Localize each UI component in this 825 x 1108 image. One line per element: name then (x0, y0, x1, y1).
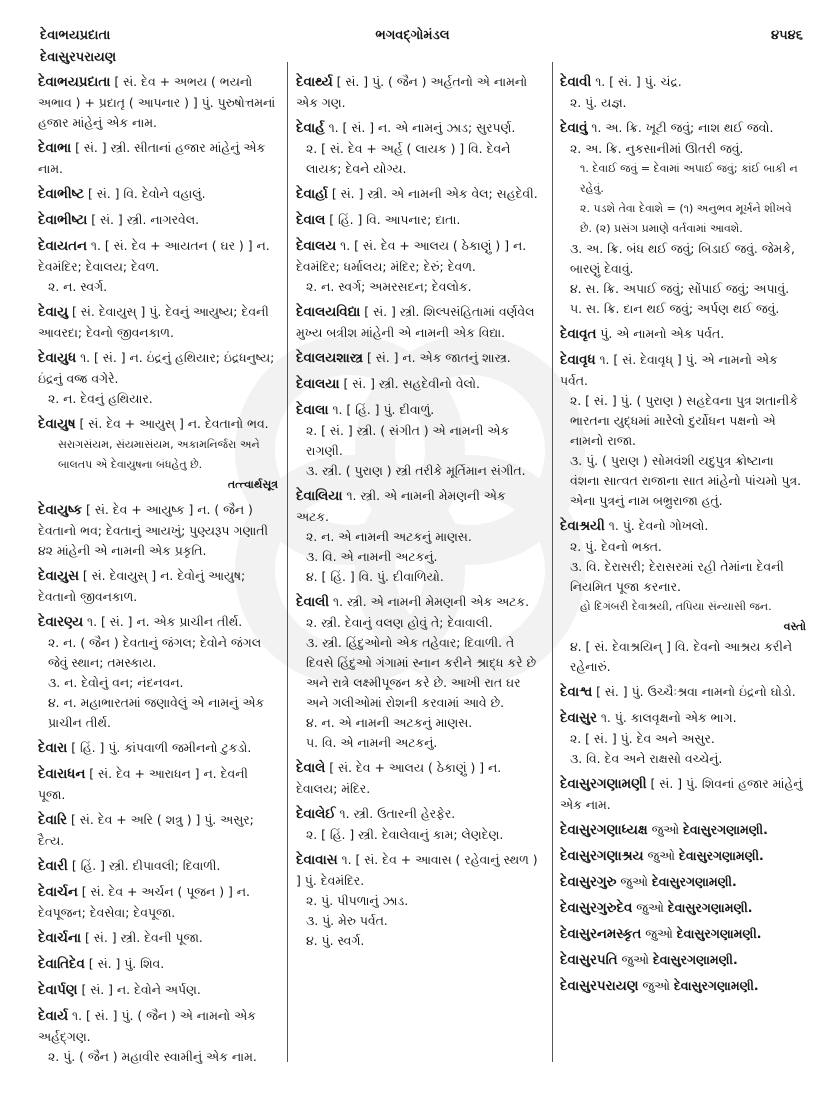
dictionary-entry (38, 764, 278, 805)
sense: ૪. ન. મહાભારતમાં જણાવેલું એ નામનું એક પ્રાચીન તીર્થ. (48, 695, 265, 730)
column-divider (287, 62, 288, 1062)
dictionary-entry (296, 850, 540, 951)
sense: ૨. [ સં. ] સ્ત્રી. ( સંગીત ) એ નામની એક રાગણી. (306, 423, 510, 458)
entry-line (560, 924, 806, 945)
entry-line (38, 236, 278, 277)
headword: દેવારા (38, 741, 68, 756)
entry-line (560, 976, 806, 997)
headword: દેવાસુરનમસ્કૃત (560, 927, 642, 942)
entry-line (560, 820, 806, 841)
sense: ૫. વિ. એ નામની અટકનું. (306, 735, 438, 750)
sense: ૪. [ સં. દેવાશ્રયિન્ ] વિ. દેવનો આશ્રય કરીને રહેનારું. (570, 639, 793, 674)
entry-line (560, 898, 806, 919)
dictionary-entry (38, 738, 278, 759)
dictionary-entry (38, 810, 278, 851)
sense: ૨. [ સં. ] પું. દેવ અને અસુર. (570, 731, 715, 746)
sense: ૪. પું. સ્વર્ગ. (306, 933, 365, 948)
headword: દેવાર્થ્ય (296, 75, 333, 90)
headword: દેવાયુષ્ક (38, 503, 83, 518)
entry-line (560, 118, 806, 139)
entry-line (38, 882, 278, 923)
definition: [ સં. દેવાયુસ્ ] પું. દેવનું આયુષ્ય; દેવની આવરદા; દેવનો જીવનકાળ. (38, 304, 269, 340)
headword: દેવાલયવિદ્યા (296, 305, 361, 320)
headword: દેવાભયપ્રદાતા (38, 75, 111, 90)
citation-source: તત્ત્વાર્થસૂત્ર (227, 478, 278, 491)
column-left (38, 72, 278, 1072)
entry-line (38, 980, 278, 1001)
dictionary-entry (38, 184, 278, 205)
sense: ૨. ન. ( જૈન ) દેવતાનું જંગલ; દેવોને જંગલ જેવું સ્થાન; તમસ્કાય. (48, 635, 262, 670)
citation-quote: હો દિગંબરી દેવાશ્રયી, તપિયા સંન્યાસી જન. (580, 600, 772, 613)
headword: દેવાશ્રયી (560, 519, 605, 534)
cross-reference: દેવાસુરગણામણી. (678, 848, 764, 863)
dictionary-entry (38, 302, 278, 343)
headword: દેવાલા (296, 403, 329, 418)
definition: ૧. [ સં. ] પું. ( જૈન ) એ નામનો એક અર્હદ્ગણ. (38, 1008, 256, 1044)
sense: ૨. ન. એ નામની અટકનું માણસ. (306, 529, 472, 544)
definition: [ સં. દેવ + આલય ( ઠેકાણું ) ] ન. દેવાલય; મંદિર. (296, 760, 502, 796)
definition: ૧. [ સં. ] ન. ઇંદ્રનું હથિયાર; ઇંદ્રધનુષ્ય; ઇંદ્રનું વજ્ર વગેરે. (38, 350, 275, 386)
dictionary-entry (38, 348, 278, 409)
dictionary-entry (296, 302, 540, 343)
definition: જુઓ (647, 848, 675, 863)
definition: [ સં. ] પું. શિવ. (88, 956, 165, 971)
entry-line (560, 324, 806, 345)
headword: દેવાભીષ્ટા (38, 213, 88, 228)
definition: [ હિં. ] પું. કાંપવાળી જમીનનો ટુકડો. (71, 740, 252, 755)
headword: દેવાભા (38, 141, 72, 156)
definition: [ હિં. ] સ્ત્રી. દીપાવલી; દિવાળી. (71, 858, 221, 873)
entry-line (296, 374, 540, 395)
headword: દેવાસુરગણાશ્રય (560, 849, 644, 864)
dictionary-entry (296, 486, 540, 587)
headword: દેવાયતન (38, 239, 87, 254)
sense: ૪. [ હિં. ] વિ. પું. દીવાળિયો. (306, 569, 444, 584)
sense: ૨. [ સં. ] પું. ( પુરાણ ) સહદેવના પુત્ર શતાનીકે ભારતના યુદ્ધમાં મારેલો દુર્યોધન પક્ષનો એ નામનો રાજા. (570, 393, 798, 448)
definition: ૧. [ સં. ] ન. એક પ્રાચીન તીર્થ. (87, 614, 243, 629)
definition: [ સં. દેવ + અભય ( ભયનો અભાવ ) + પ્રદાતૃ ( આપનાર ) ] પું. પુરુષોત્તમનાં હજાર માંહેનું એક નામ. (38, 74, 276, 130)
entry-line (560, 708, 806, 729)
cross-reference: દેવાસુરગણામણી. (651, 874, 737, 889)
dictionary-entry (38, 236, 278, 297)
headword: દેવાસુર (560, 711, 597, 726)
definition: જુઓ (620, 874, 648, 889)
entry-line (296, 348, 540, 369)
definition: [ સં. ] પું. ઉચ્ચૈઃશ્રવા નામનો ઇંદ્રનો ઘોડો. (596, 684, 796, 699)
sense: ૨. ન. દેવનું હથિયાર. (48, 391, 153, 406)
definition: [ હિં. ] વિ. આપનાર; દાતા. (329, 212, 461, 227)
dictionary-entry (38, 882, 278, 923)
column-middle (296, 72, 540, 956)
sense: ૨. પું. પીપળાનું ઝાડ. (306, 893, 409, 908)
headword: દેવાસુરપરાયણ (560, 979, 639, 994)
entry-line (560, 72, 806, 93)
dictionary-entry (560, 898, 806, 919)
dictionary-entry (560, 72, 806, 113)
dictionary-entry (296, 348, 540, 369)
definition: [ સં. ] ન. એક જાતનું શાસ્ત્ર. (366, 350, 511, 365)
dictionary-entry (296, 400, 540, 481)
definition: [ સં. દેવ + આરાધન ] ન. દેવની પૂજા. (38, 766, 248, 802)
definition: [ સં. ] સ્ત્રી. સહદેવીનો વેલો. (343, 376, 480, 391)
headword: દેવાલિયા (296, 489, 343, 504)
definition: [ સં. દેવ + અરિ ( શત્રુ ) ] પું. અસુર; દૈત્ય. (38, 812, 254, 848)
dictionary-entry (296, 184, 540, 205)
citation-quote: સરાગસંયમ, સંયમાસંયમ, અકામનિર્જરા અને બાલતપ એ દેવાયુષના બંધહેતુ છે. (58, 438, 260, 471)
sense: ૨. પું. યજ્ઞ. (570, 95, 627, 110)
dictionary-entry (560, 872, 806, 893)
dictionary-entry (560, 118, 806, 319)
headword: દેવારણ્ય (38, 615, 84, 630)
headword: દેવાલી (296, 595, 330, 610)
definition: જુઓ (636, 900, 664, 915)
dictionary-entry (560, 950, 806, 971)
headword: દેવાવાસ (296, 853, 338, 868)
dictionary-entry (38, 500, 278, 561)
headword: દેવાલેઈ (296, 807, 336, 822)
citation-source: વસ્તો (783, 620, 806, 633)
dictionary-entry (296, 758, 540, 799)
cross-reference: દેવાસુરગણામણી. (676, 926, 762, 941)
dictionary-entry (560, 516, 806, 677)
headword: દેવારિ (38, 813, 68, 828)
entry-line (38, 954, 278, 975)
dictionary-entry (296, 118, 540, 179)
dictionary-entry (296, 592, 540, 753)
sense: ૩. વિ. દેવ અને રાક્ષસો વચ્ચેનું. (570, 751, 723, 766)
sense: ૩. ન. દેવોનું વન; નંદનવન. (48, 675, 184, 690)
definition: [ સં. ] વિ. દેવોને વહાલું. (87, 186, 206, 201)
headword: દેવાસુરપતિ (560, 953, 618, 968)
dictionary-entry (38, 612, 278, 733)
entry-line (38, 738, 278, 759)
headword: દેવારી (38, 859, 68, 874)
entry-line (296, 486, 540, 527)
definition: [ સં. ] સ્ત્રી. શિલ્પસંહિતામાં વર્ણવેલ મુખ્ય બત્રીશ માંહેની એ નામની એક વિદ્યા. (296, 304, 535, 340)
headword: દેવાયુ (38, 305, 69, 320)
entry-line (560, 516, 806, 537)
entry-line (296, 804, 540, 825)
headword: દેવાભીષ્ટ (38, 187, 84, 202)
headword: દેવાર્પણ (38, 983, 78, 998)
definition: [ સં. દેવ + આયુસ્ ] ન. દેવતાનો ભવ. (79, 416, 269, 431)
entry-line (38, 72, 278, 133)
definition: [ સં. ] સ્ત્રી. દેવની પૂજા. (85, 930, 203, 945)
headword: દેવાશ્વ (560, 685, 593, 700)
sense: ૩. વિ. એ નામની અટકનું. (306, 549, 438, 564)
dictionary-title: ભગવદ્ગોમંડલ (375, 28, 450, 43)
headword: દેવાવું (560, 121, 588, 136)
entry-line (38, 810, 278, 851)
sense: ૪. ન. એ નામની અટકનું માણસ. (306, 715, 473, 730)
page-number: ૪૫૪૬ (771, 28, 803, 43)
definition: ૧. [ સં. ] ન. એ નામનું ઝાડ; સુરપર્ણ. (328, 120, 516, 135)
definition: [ સં. ] સ્ત્રી. સીતાનાં હજાર માંહેનું એક નામ. (38, 140, 266, 176)
entry-line (296, 850, 540, 891)
definition: ૧. [ સં. દેવ + આયતન ( ઘર ) ] ન. દેવમંદિર; દેવાલય; દેવળ. (38, 238, 270, 274)
definition: [ સં. ] સ્ત્રી. નાગરવેલ. (91, 212, 200, 227)
dictionary-entry (38, 414, 278, 495)
definition: ૧. પું. કાલવૃક્ષનો એક ભાગ. (600, 710, 737, 725)
entry-line (560, 682, 806, 703)
definition: ૧. સ્ત્રી. એ નામની મેમણની એક અટક. (333, 594, 530, 609)
sense: ૨. ન. સ્વર્ગ; અમરસદન; દેવલોક. (306, 279, 472, 294)
sense: ૨. ન. સ્વર્ગ. (48, 279, 108, 294)
headword: દેવાર્ચન (38, 885, 78, 900)
column-divider (552, 62, 553, 1062)
entry-line (38, 856, 278, 877)
headword: દેવાવી (560, 75, 592, 90)
definition: [ સં. ] ન. દેવોને અર્પણ. (81, 982, 201, 997)
sense: ૨. [ સં. દેવ + અર્હ ( લાયક ) ] વિ. દેવને લાયક; દેવને યોગ્ય. (306, 141, 511, 176)
dictionary-entry (296, 210, 540, 231)
sense: ૩. પું. ( પુરાણ ) સોમવંશી યદુપુત્ર ક્રોષ્ટાના વંશના સાત્વત રાજાના સાત માંહેનો પાંચમો પુત્ર. એના પુત્રનું નામ બભ્રુરાજા હતું. (570, 453, 802, 508)
entry-line (38, 348, 278, 389)
headword: દેવાવૃત (560, 327, 597, 342)
dictionary-entry (560, 820, 806, 841)
sense: ૨. પું. ( જૈન ) મહાવીર સ્વામીનું એક નામ. (48, 1049, 257, 1064)
dictionary-entry (560, 350, 806, 511)
definition: ૧. [ સં. ] પું. ચંદ્ર. (595, 74, 682, 89)
definition: જુઓ (645, 926, 673, 941)
entry-line (296, 758, 540, 799)
page-header (0, 28, 825, 52)
headword: દેવાલયા (296, 377, 340, 392)
dictionary-entry (296, 72, 540, 113)
sense: ૫. સ. ક્રિ. દાન થઈ જવું; અર્પણ થઈ જવું. (570, 301, 780, 316)
entry-line (38, 764, 278, 805)
sense: ૩. પું. મેરુ પર્વત. (306, 913, 388, 928)
definition: [ સં. દેવ + અર્ચન ( પૂજન ) ] ન. દેવપૂજન; દેવસેવા; દેવપૂજા. (38, 884, 250, 920)
entry-line (38, 566, 278, 607)
sense: ૩. સ્ત્રી. હિંદુઓનો એક તહેવાર; દિવાળી. તે દિવસે હિંદુઓ ગંગામાં સ્નાન કરીને શ્રાદ્ધ કરે છે અને રાત્રે લક્ષ્મીપૂજન કરે છે. આખી રાત ઘર અને ગલીઓમાં રોશની કરવામાં આવે છે. (306, 635, 537, 710)
entry-line (296, 184, 540, 205)
entry-line (296, 592, 540, 613)
definition: [ સં. દેવાયુસ્ ] ન. દેવોનું આયુષ; દેવતાનો જીવનકાળ. (38, 568, 246, 604)
headword: દેવાવૃધ (560, 353, 596, 368)
headword: દેવાસુરગુરુદેવ (560, 901, 633, 916)
entry-line (560, 950, 806, 971)
definition: ૧. [ સં. દેવાવૃધ્ ] પું. એ નામનો એક પર્વત. (560, 352, 778, 388)
sense: ૨. અ. ક્રિ. નુકસાનીમાં ઊતરી જવું. (570, 141, 744, 156)
headword: દેવાયુસ (38, 569, 79, 584)
dictionary-entry (38, 138, 278, 179)
definition: જુઓ (651, 822, 680, 837)
dictionary-entry (560, 324, 806, 345)
definition: [ સં. ] પું. ( જૈન ) અર્હતનો એ નામનો એક ગણ. (296, 74, 528, 110)
entry-line (296, 72, 540, 113)
entry-line (38, 138, 278, 179)
sense: ૩. સ્ત્રી. ( પુરાણ ) સ્ત્રી તરીકે મૂર્તિમાન સંગીત. (306, 463, 526, 478)
sense: ૨. [ હિં. ] સ્ત્રી. દેવાલેવાનું કામ; લેણદેણ. (306, 827, 504, 842)
phrase: ૧. દેવાઈ જવું = દેવામાં અપાઈ જવું; કાંઈ બાકી ન રહેવું. (580, 162, 798, 195)
headword: દેવાતિદેવ (38, 957, 85, 972)
sense: ૩. અ. ક્રિ. બંધ થઈ જવું; બિડાઈ જવું. જેમકે, બારણું દેવાવું. (570, 241, 795, 276)
entry-line (296, 210, 540, 231)
dictionary-entry (38, 72, 278, 133)
definition: ૧. [ સં. દેવ + આલય ( ઠેકાણું ) ] ન. દેવમંદિર; ધર્માલય; મંદિર; દેરું; દેવળ. (296, 238, 527, 274)
headword: દેવાલય (296, 239, 337, 254)
dictionary-entry (38, 566, 278, 607)
entry-line (38, 928, 278, 949)
phrase: ૨. પડશે તેવા દેવાશે = (૧) અનુભવ મૂર્ખને શીખવે છે. (૨) પ્રસંગ પ્રમાણે વર્તવામાં આવશે. (580, 202, 792, 235)
dictionary-entry (38, 928, 278, 949)
headword: દેવાર્ય (38, 1009, 69, 1024)
cross-reference: દેવાસુરગણામણી. (652, 952, 738, 967)
dictionary-entry (38, 980, 278, 1001)
headword: દેવાર્ચના (38, 931, 82, 946)
dictionary-entry (560, 976, 806, 997)
definition: ૧. પું. દેવનો ગોખલો. (608, 518, 709, 533)
definition: ૧. [ સં. દેવ + આવાસ ( રહેવાનું સ્થળ ) ] પું. દેવમંદિર. (296, 852, 538, 888)
sense: ૨. સ્ત્રી. દેવાનું વલણ હોવું તે; દેવાવાલી. (306, 615, 493, 630)
dictionary-entry (296, 374, 540, 395)
entry-line (296, 118, 540, 139)
dictionary-entry (296, 236, 540, 297)
headword: દેવાસુરગુરુ (560, 875, 617, 890)
entry-line (296, 400, 540, 421)
dictionary-entry (560, 846, 806, 867)
dictionary-entry (560, 924, 806, 945)
entry-line (560, 846, 806, 867)
entry-line (38, 302, 278, 343)
dictionary-entry (296, 804, 540, 845)
entry-line (38, 210, 278, 231)
entry-line (38, 612, 278, 633)
headword: દેવાસુરગણામણી (560, 777, 647, 792)
entry-line (38, 184, 278, 205)
headword: દેવાલ (296, 213, 326, 228)
definition: જુઓ (642, 978, 670, 993)
headword: દેવાયુધ (38, 351, 77, 366)
headword: દેવાસુરગણાધ્યક્ષ (560, 823, 648, 838)
sense: ૪. સ. ક્રિ. અપાઈ જવું; સોંપાઈ જવું; અપાવું. (570, 281, 790, 296)
headword: દેવાયુષ (38, 417, 76, 432)
definition: પું. એ નામનો એક પર્વત. (600, 326, 725, 341)
dictionary-entry (560, 774, 806, 815)
entry-line (296, 236, 540, 277)
definition: જુઓ (621, 952, 649, 967)
entry-line (560, 774, 806, 815)
dictionary-entry (38, 954, 278, 975)
entry-line (38, 1006, 278, 1047)
headword: દેવાર્હ (296, 121, 325, 136)
cross-reference: દેવાસુરગણામણી. (673, 978, 759, 993)
headword: દેવાલયશાસ્ત્ર (296, 351, 363, 366)
sense: ૨. પું. દેવનો ભક્ત. (570, 539, 662, 554)
definition: [ સં. ] પું. શિવનાં હજાર માંહેનું એક નામ. (560, 776, 803, 812)
right-guideword: દેવાસુરપરાયણ (40, 50, 117, 65)
entry-line (38, 414, 278, 435)
headword: દેવારાધન (38, 767, 86, 782)
dictionary-entry (38, 210, 278, 231)
entry-line (560, 350, 806, 391)
left-guideword: દેવાભયપ્રદાતા (40, 28, 111, 43)
dictionary-entry (560, 708, 806, 769)
definition: ૧. સ્ત્રી. ઉતારની હેરફેર. (339, 806, 456, 821)
entry-line (296, 302, 540, 343)
headword: દેવાલે (296, 761, 326, 776)
definition: ૧. અ. ક્રિ. ખૂટી જવું; નાશ થઈ જવો. (591, 120, 774, 135)
definition: ૧. [ હિં. ] પું. દીવાળું. (332, 402, 435, 417)
entry-line (38, 500, 278, 561)
dictionary-entry (38, 856, 278, 877)
column-right (560, 72, 806, 1002)
cross-reference: દેવાસુરગણામણી. (683, 822, 768, 837)
definition: [ સં. ] સ્ત્રી. એ નામની એક વેલ; સહદેવી. (331, 186, 538, 201)
sense: ૩. વિ. દેરાસરી; દેરાસરમાં રહી તેમાંના દેવની નિયમિત પૂજા કરનાર. (570, 559, 784, 594)
definition: ૧. સ્ત્રી. એ નામની મેમણની એક અટક. (296, 488, 506, 524)
definition: [ સં. દેવ + આયુષ્ક ] ન. ( જૈન ) દેવતાનો ભવ; દેવતાનું આયખું; પુણ્યરૂપ ગણાતી ૪૨ માંહેની એ નામની એક પ્રકૃતિ. (38, 502, 269, 558)
cross-reference: દેવાસુરગણામણી. (667, 900, 753, 915)
dictionary-entry (38, 1006, 278, 1067)
dictionary-entry (560, 682, 806, 703)
entry-line (560, 872, 806, 893)
headword: દેવાર્હા (296, 187, 328, 202)
